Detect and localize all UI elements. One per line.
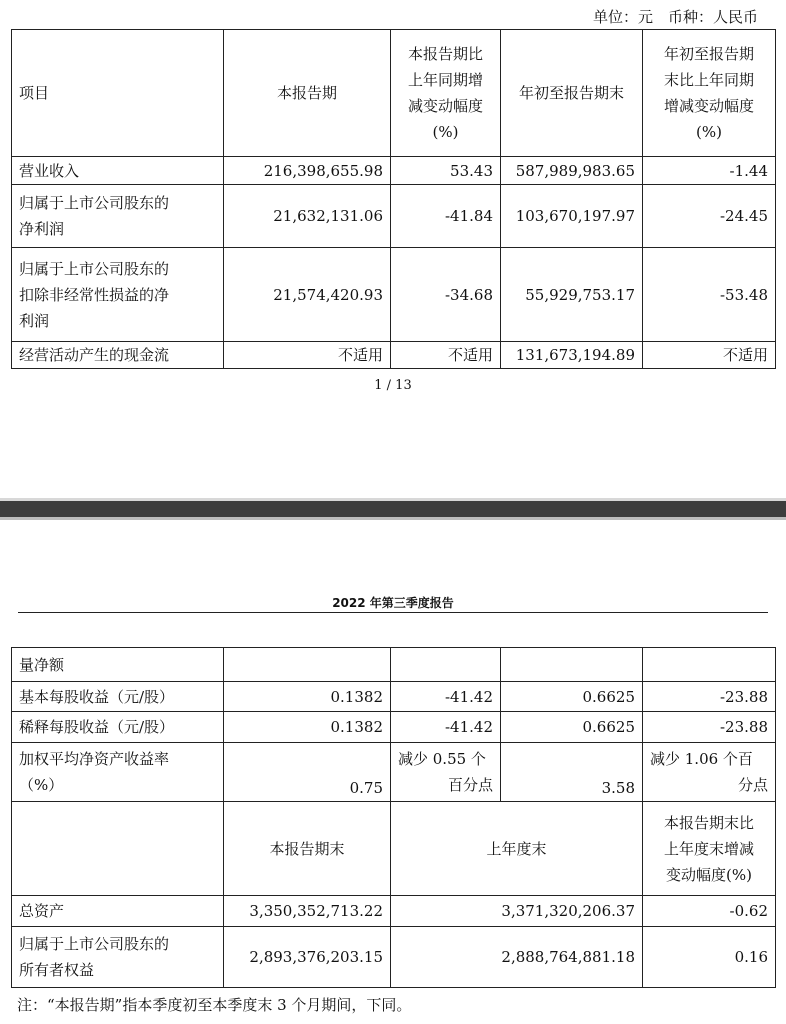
header-prior-year-end: 上年度末 [391, 802, 643, 896]
unit-currency-line: 单位：元 币种：人民币 [592, 8, 758, 26]
cell-change: 0.16 [643, 927, 776, 988]
table-row [12, 927, 776, 988]
row-label: 量净额 [12, 648, 224, 682]
cell-ytd: 587,989,983.65 [501, 157, 643, 185]
header-line: (%) [696, 123, 722, 141]
table-header-row [12, 30, 776, 157]
continued-financials-table [11, 647, 776, 988]
cell-ytd: 0.6625 [501, 712, 643, 743]
cell-period-end: 3,350,352,713.22 [224, 896, 391, 927]
header-line: 上年度末增减 [663, 839, 754, 858]
header-period-end: 本报告期末 [224, 802, 391, 896]
row-label: 总资产 [12, 896, 224, 927]
table-row [12, 248, 776, 342]
cell-current-change: 不适用 [391, 342, 501, 369]
header-line: (%) [432, 123, 459, 141]
row-label-line: 加权平均净资产收益率 [19, 750, 170, 768]
header-current-change [391, 30, 501, 157]
cell-ytd: 55,929,753.17 [501, 248, 643, 342]
cell-ytd-change: -23.88 [643, 712, 776, 743]
cell-current: 0.75 [224, 743, 391, 802]
cell-ytd-change: -24.45 [643, 185, 776, 248]
cell-current: 21,632,131.06 [224, 185, 391, 248]
header-line: 年初至报告期 [663, 45, 754, 63]
footnote: 注：“本报告期”指本季度初至本季度末 3 个月期间，下同。 [17, 996, 412, 1014]
cell-current-change: -41.42 [391, 712, 501, 743]
row-label-line: 所有者权益 [19, 961, 95, 979]
cell-ytd-change: 不适用 [643, 342, 776, 369]
cell-prior-year-end: 3,371,320,206.37 [391, 896, 643, 927]
cell-line: 百分点 [447, 776, 493, 794]
row-label [12, 185, 224, 248]
cell-current-change: 53.43 [391, 157, 501, 185]
table-row [12, 185, 776, 248]
cell-current: 0.1382 [224, 682, 391, 712]
report-title: 2022 年第三季度报告 [332, 596, 454, 610]
row-label: 经营活动产生的现金流 [12, 342, 224, 369]
key-financials-table [11, 29, 776, 369]
table-row [12, 743, 776, 802]
table-row [12, 896, 776, 927]
row-label-line: 扣除非经常性损益的净 [19, 285, 170, 304]
empty-cell [224, 648, 391, 682]
cell-ytd-change: -23.88 [643, 682, 776, 712]
cell-prior-year-end: 2,888,764,881.18 [391, 927, 643, 988]
empty-cell [501, 648, 643, 682]
row-label-line: 归属于上市公司股东的 [19, 259, 170, 278]
table-header-row [12, 802, 776, 896]
header-line: 本报告期末比 [663, 813, 754, 832]
row-label: 稀释每股收益（元/股） [12, 712, 224, 743]
table-row [12, 712, 776, 743]
row-label-line: （%） [19, 776, 64, 794]
row-label-line: 利润 [19, 311, 50, 330]
row-label [12, 248, 224, 342]
table-row [12, 648, 776, 682]
cell-current-change: -41.84 [391, 185, 501, 248]
header-item: 项目 [12, 30, 224, 157]
header-line: 变动幅度(%) [666, 865, 752, 884]
cell-current: 0.1382 [224, 712, 391, 743]
cell-ytd: 0.6625 [501, 682, 643, 712]
cell-ytd: 131,673,194.89 [501, 342, 643, 369]
header-line: 减变动幅度 [407, 97, 483, 115]
row-label-line: 归属于上市公司股东的 [19, 194, 170, 212]
cell-current-change: -34.68 [391, 248, 501, 342]
header-line: 末比上年同期 [663, 71, 754, 89]
row-label-line: 净利润 [19, 220, 65, 238]
cell-change: -0.62 [643, 896, 776, 927]
title-rule [18, 612, 768, 613]
cell-current: 21,574,420.93 [224, 248, 391, 342]
cell-ytd: 3.58 [501, 743, 643, 802]
table-row [12, 157, 776, 185]
row-label [12, 743, 224, 802]
cell-line: 减少 0.55 个 [398, 750, 486, 768]
row-label: 营业收入 [12, 157, 224, 185]
header-line: 上年同期增 [407, 71, 483, 89]
page-divider [0, 498, 786, 520]
empty-cell [643, 648, 776, 682]
header-current-period: 本报告期 [224, 30, 391, 157]
cell-current: 216,398,655.98 [224, 157, 391, 185]
row-label [12, 927, 224, 988]
cell-current-change: -41.42 [391, 682, 501, 712]
cell-ytd: 103,670,197.97 [501, 185, 643, 248]
header-line: 增减变动幅度 [663, 97, 754, 115]
table-row [12, 682, 776, 712]
table-row [12, 342, 776, 369]
page-number: 1 / 13 [374, 378, 412, 393]
cell-line: 减少 1.06 个百 [650, 750, 753, 768]
cell-ytd-change: -53.48 [643, 248, 776, 342]
cell-current: 不适用 [224, 342, 391, 369]
header-change [643, 802, 776, 896]
cell-line: 分点 [737, 776, 768, 794]
header-ytd-change [643, 30, 776, 157]
empty-cell [12, 802, 224, 896]
cell-ytd-change: -1.44 [643, 157, 776, 185]
row-label-line: 归属于上市公司股东的 [19, 935, 170, 953]
cell-current-change [391, 743, 501, 802]
cell-ytd-change [643, 743, 776, 802]
row-label: 基本每股收益（元/股） [12, 682, 224, 712]
cell-period-end: 2,893,376,203.15 [224, 927, 391, 988]
header-ytd: 年初至报告期末 [501, 30, 643, 157]
header-line: 本报告期比 [407, 45, 483, 63]
empty-cell [391, 648, 501, 682]
